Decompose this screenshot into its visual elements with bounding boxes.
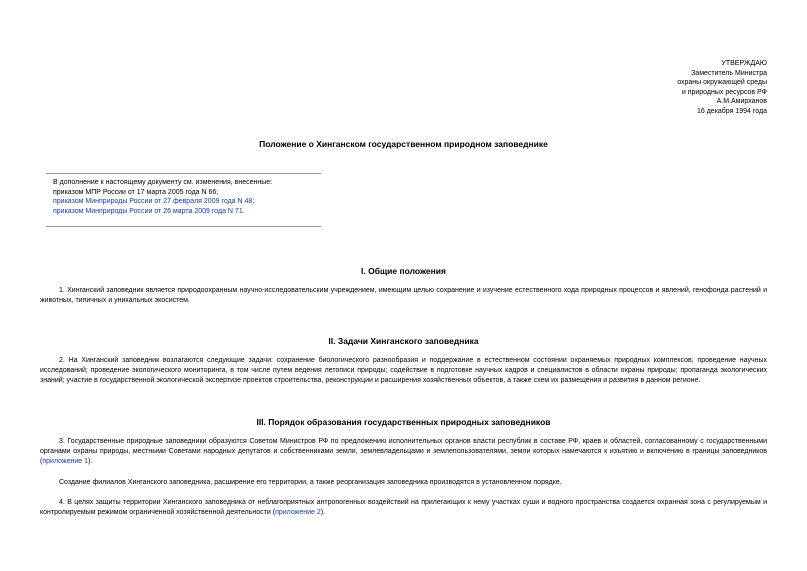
appendix-link[interactable]: приложение 2 <box>275 509 321 516</box>
section-heading: III. Порядок образования государственных природных заповедников <box>256 417 551 427</box>
approval-line: А.М.Амирханов <box>716 98 767 105</box>
paragraph: Создание филиалов Хинганского заповедника, расширение его территории, а также реорганизация заповедника производятся в установленном порядке. <box>59 479 562 486</box>
approval-line: 16 декабря 1994 года <box>696 107 767 115</box>
paragraph <box>40 498 767 518</box>
section-heading: II. Задачи Хинганского заповедника <box>328 336 479 346</box>
paragraph: 1. Хинганский заповедник является природоохранным научно-исследовательским учреждением, имеющим целью сохранение и изучение естественного хода природных процессов и явлений, генофонда растений и животных, типичных и уникальных экосистем. <box>40 287 767 304</box>
paragraph-text: 3. Государственные природные заповедники образуются Советом Министров РФ по предложению исполнительных органов власти республик в составе РФ, краев и областей, согласованному с государственными органами охраны природы, местными Советами народных депутатов и собственниками земли, землевладельцами и землепользователями, земли которых намечаются к изъятию и включению в границы заповедников ( <box>40 438 767 465</box>
amendment-order-link[interactable]: приказом Минприроды России от 27 февраля 2009 года N 48; <box>53 198 255 206</box>
approval-line: УТВЕРЖДАЮ <box>721 60 767 67</box>
paragraph-text: ). <box>88 458 93 465</box>
paragraph: 2. На Хинганский заповедник возлагаются следующие задачи: сохранение биологического разнообразия и поддержание в естественном состоянии охраняемых природных комплексов; проведение научных исследований; проведение экологического мониторинга, в том числе путем ведения летописи природы; содействие в подготовке научных кадров и специалистов в области охраны природы; пропаганда экологических знаний; участие в государственной экологической экспертизе проектов строительства, реконструкции и расширения хозяйственных объектов, а также схем их размещения и развития в данном регионе. <box>40 357 767 384</box>
amendments-box <box>46 173 321 227</box>
approval-line: и природных ресурсов РФ <box>681 88 767 96</box>
paragraph-text: ). <box>320 509 325 516</box>
paragraph <box>40 437 767 467</box>
amendment-order-link[interactable]: приказом Минприроды России от 26 марта 2009 года N 71. <box>53 207 245 215</box>
approval-line: Заместитель Министра <box>691 69 767 77</box>
paragraph-text: 4. В целях защиты территории Хинганского заповедника от неблагоприятных антропогенных воздействий на прилегающих к нему участках суши и водного пространства создается охранная зона с регулируемым и контролируемым режимом ограниченной хозяйственной деятельности ( <box>40 499 767 516</box>
section-heading: I. Общие положения <box>361 266 446 276</box>
amendment-order: приказом МПР России от 17 марта 2005 года N 66; <box>53 188 219 196</box>
document-title: Положение о Хинганском государственном природном заповеднике <box>259 139 548 149</box>
appendix-link[interactable]: приложение 1 <box>42 458 88 465</box>
approval-line: охраны окружающей среды <box>677 79 767 86</box>
amendments-intro: В дополнение к настоящему документу см. изменения, внесенные: <box>53 179 273 186</box>
approval-block <box>677 59 767 116</box>
